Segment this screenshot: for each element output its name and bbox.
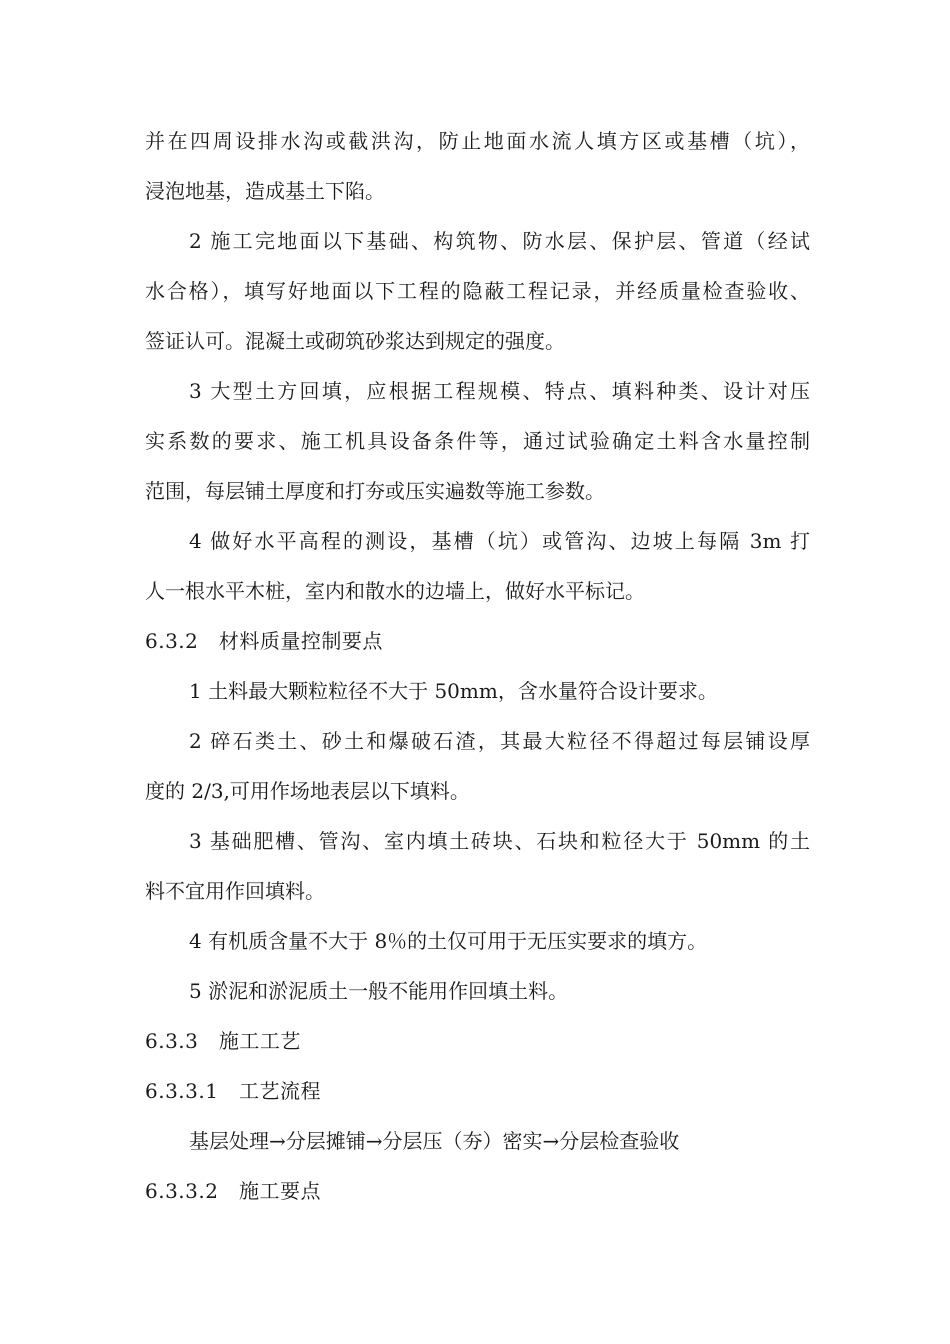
paragraph-line: 度的 2/3,可用作场地表层以下填料。 (145, 779, 470, 803)
paragraph-line: 1 土料最大颗粒粒径不大于 50mm，含水量符合设计要求。 (189, 679, 718, 703)
paragraph-line: 5 淤泥和淤泥质土一般不能用作回填土料。 (189, 979, 569, 1003)
paragraph-line: 3 大型土方回填，应根据工程规模、特点、填料种类、设计对压 (189, 379, 810, 403)
paragraph-line: 4 有机质含量不大于 8％的土仅可用于无压实要求的填方。 (189, 929, 708, 953)
section-heading: 6.3.3 施工工艺 (145, 1029, 301, 1053)
paragraph-line: 签证认可。混凝土或砌筑砂浆达到规定的强度。 (145, 329, 565, 353)
section-heading: 6.3.3.1 工艺流程 (145, 1079, 321, 1103)
paragraph-line: 范围，每层铺土厚度和打夯或压实遍数等施工参数。 (145, 479, 605, 503)
paragraph-line: 实系数的要求、施工机具设备条件等，通过试验确定土料含水量控制 (145, 429, 810, 453)
paragraph-line: 浸泡地基，造成基土下陷。 (145, 179, 385, 203)
paragraph-line: 2 碎石类土、砂土和爆破石渣，其最大粒径不得超过每层铺设厚 (189, 729, 810, 753)
paragraph-line: 基层处理→分层摊铺→分层压（夯）密实→分层检查验收 (189, 1129, 680, 1153)
paragraph-line: 水合格），填写好地面以下工程的隐蔽工程记录，并经质量检查验收、 (145, 279, 810, 303)
paragraph-line: 4 做好水平高程的测设，基槽（坑）或管沟、边坡上每隔 3m 打 (189, 529, 810, 553)
section-heading: 6.3.2 材料质量控制要点 (145, 629, 383, 653)
paragraph-line: 料不宜用作回填料。 (145, 879, 325, 903)
paragraph-line: 3 基础肥槽、管沟、室内填土砖块、石块和粒径大于 50mm 的土 (189, 829, 810, 853)
paragraph-line: 人一根水平木桩，室内和散水的边墙上，做好水平标记。 (145, 579, 645, 603)
paragraph-line: 并在四周设排水沟或截洪沟，防止地面水流人填方区或基槽（坑）， (145, 129, 810, 153)
paragraph-line: 2 施工完地面以下基础、构筑物、防水层、保护层、管道（经试 (189, 229, 810, 253)
section-heading: 6.3.3.2 施工要点 (145, 1179, 321, 1203)
document-body (145, 116, 810, 1216)
